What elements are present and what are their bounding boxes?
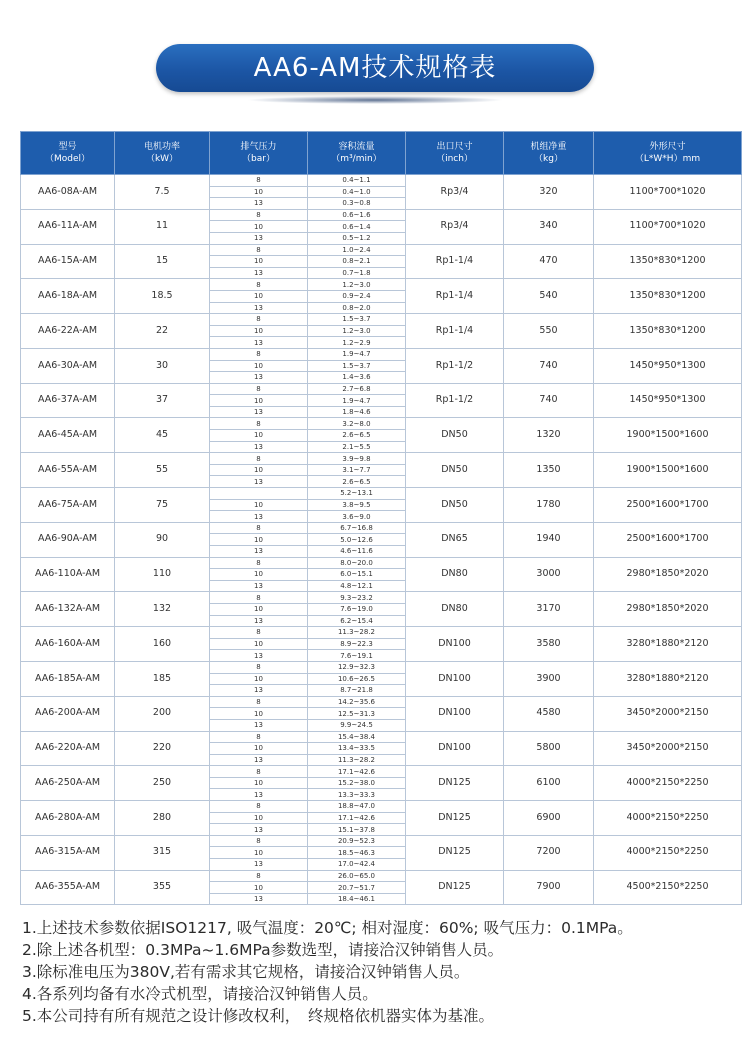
pressure-cell: 8: [210, 418, 308, 430]
flow-cell: 0.7~1.8: [308, 267, 406, 279]
model-cell: AA6-220A-AM: [21, 731, 115, 766]
pressure-cell: 13: [210, 441, 308, 453]
weight-cell: 7200: [504, 835, 594, 870]
outlet-cell: DN100: [406, 731, 504, 766]
outlet-cell: DN100: [406, 696, 504, 731]
page-title: AA6-AM技术规格表: [156, 44, 594, 92]
table-row: [21, 453, 742, 465]
weight-cell: 740: [504, 383, 594, 418]
model-cell: AA6-110A-AM: [21, 557, 115, 592]
title-shadow: [246, 96, 504, 104]
flow-cell: 0.4~1.1: [308, 175, 406, 187]
model-cell: AA6-90A-AM: [21, 522, 115, 557]
table-row: [21, 314, 742, 326]
flow-cell: 2.6~6.5: [308, 476, 406, 488]
flow-cell: 8.7~21.8: [308, 685, 406, 697]
dimensions-cell: 2980*1850*2020: [594, 557, 742, 592]
flow-cell: 1.0~2.4: [308, 244, 406, 256]
table-row: [21, 835, 742, 847]
flow-cell: 15.2~38.0: [308, 777, 406, 789]
pressure-cell: 10: [210, 186, 308, 198]
power-cell: 200: [115, 696, 210, 731]
outlet-cell: Rp1-1/2: [406, 348, 504, 383]
power-cell: 75: [115, 488, 210, 523]
model-cell: AA6-315A-AM: [21, 835, 115, 870]
pressure-cell: 10: [210, 534, 308, 546]
table-row: [21, 870, 742, 882]
column-header-label: 排气压力: [240, 142, 277, 152]
pressure-cell: 8: [210, 592, 308, 604]
flow-cell: 1.4~3.6: [308, 372, 406, 384]
power-cell: 22: [115, 314, 210, 349]
pressure-cell: 8: [210, 175, 308, 187]
flow-cell: 1.2~3.0: [308, 279, 406, 291]
flow-cell: 0.3~0.8: [308, 198, 406, 210]
flow-cell: 18.8~47.0: [308, 801, 406, 813]
pressure-cell: 8: [210, 557, 308, 569]
column-header: [504, 132, 594, 175]
flow-cell: 1.2~2.9: [308, 337, 406, 349]
weight-cell: 3580: [504, 627, 594, 662]
pressure-cell: 10: [210, 360, 308, 372]
table-row: [21, 661, 742, 673]
weight-cell: 6100: [504, 766, 594, 801]
weight-cell: 7900: [504, 870, 594, 905]
pressure-cell: 10: [210, 221, 308, 233]
dimensions-cell: 4000*2150*2250: [594, 766, 742, 801]
model-cell: AA6-08A-AM: [21, 175, 115, 210]
flow-cell: 0.5~1.2: [308, 232, 406, 244]
flow-cell: 2.1~5.5: [308, 441, 406, 453]
flow-cell: 1.9~4.7: [308, 395, 406, 407]
flow-cell: 9.3~23.2: [308, 592, 406, 604]
flow-cell: 1.2~3.0: [308, 325, 406, 337]
flow-cell: 3.1~7.7: [308, 464, 406, 476]
pressure-cell: 8: [210, 522, 308, 534]
power-cell: 280: [115, 801, 210, 836]
flow-cell: 14.2~35.6: [308, 696, 406, 708]
pressure-cell: 10: [210, 464, 308, 476]
pressure-cell: 8: [210, 314, 308, 326]
flow-cell: 0.8~2.1: [308, 256, 406, 268]
flow-cell: 6.2~15.4: [308, 615, 406, 627]
pressure-cell: 13: [210, 476, 308, 488]
flow-cell: 0.4~1.0: [308, 186, 406, 198]
dimensions-cell: 2980*1850*2020: [594, 592, 742, 627]
dimensions-cell: 1900*1500*1600: [594, 418, 742, 453]
pressure-cell: 13: [210, 754, 308, 766]
column-header-label: 出口尺寸: [436, 142, 473, 152]
pressure-cell: 13: [210, 824, 308, 836]
power-cell: 90: [115, 522, 210, 557]
table-row: [21, 627, 742, 639]
flow-cell: 9.9~24.5: [308, 719, 406, 731]
table-row: [21, 244, 742, 256]
table-row: [21, 731, 742, 743]
pressure-cell: 10: [210, 569, 308, 581]
power-cell: 18.5: [115, 279, 210, 314]
pressure-cell: 13: [210, 511, 308, 523]
table-row: [21, 522, 742, 534]
flow-cell: 8.9~22.3: [308, 638, 406, 650]
outlet-cell: DN50: [406, 453, 504, 488]
title-banner: [156, 44, 594, 96]
pressure-cell: 8: [210, 870, 308, 882]
flow-cell: 12.5~31.3: [308, 708, 406, 720]
pressure-cell: 13: [210, 859, 308, 871]
pressure-cell: 13: [210, 789, 308, 801]
table-row: [21, 279, 742, 291]
power-cell: 315: [115, 835, 210, 870]
outlet-cell: DN80: [406, 557, 504, 592]
pressure-cell: 13: [210, 580, 308, 592]
weight-cell: 4580: [504, 696, 594, 731]
model-cell: AA6-55A-AM: [21, 453, 115, 488]
weight-cell: 6900: [504, 801, 594, 836]
dimensions-cell: 1450*950*1300: [594, 348, 742, 383]
pressure-cell: 13: [210, 685, 308, 697]
power-cell: 355: [115, 870, 210, 905]
pressure-cell: 8: [210, 348, 308, 360]
dimensions-cell: 1350*830*1200: [594, 279, 742, 314]
power-cell: 30: [115, 348, 210, 383]
pressure-cell: 13: [210, 232, 308, 244]
pressure-cell: 10: [210, 290, 308, 302]
model-cell: AA6-18A-AM: [21, 279, 115, 314]
weight-cell: 740: [504, 348, 594, 383]
column-header: [594, 132, 742, 175]
flow-cell: 2.6~6.5: [308, 430, 406, 442]
table-header-row: [21, 132, 742, 175]
weight-cell: 1940: [504, 522, 594, 557]
outlet-cell: DN125: [406, 801, 504, 836]
dimensions-cell: 2500*1600*1700: [594, 522, 742, 557]
flow-cell: 1.8~4.6: [308, 406, 406, 418]
weight-cell: 540: [504, 279, 594, 314]
power-cell: 15: [115, 244, 210, 279]
note-line: 1.上述技术参数依据ISO1217, 吸气温度：20℃; 相对湿度：60%; 吸气压力：0.1MPa。: [22, 919, 633, 937]
table-row: [21, 696, 742, 708]
outlet-cell: DN50: [406, 488, 504, 523]
column-header-label: 型号: [58, 142, 77, 152]
column-header-label: 电机功率: [143, 142, 180, 152]
flow-cell: 20.7~51.7: [308, 882, 406, 894]
model-cell: AA6-11A-AM: [21, 209, 115, 244]
flow-cell: 0.6~1.6: [308, 209, 406, 221]
flow-cell: 11.3~28.2: [308, 627, 406, 639]
dimensions-cell: 3280*1880*2120: [594, 661, 742, 696]
power-cell: 55: [115, 453, 210, 488]
weight-cell: 1780: [504, 488, 594, 523]
model-cell: AA6-185A-AM: [21, 661, 115, 696]
flow-cell: 26.0~65.0: [308, 870, 406, 882]
column-header: [21, 132, 115, 175]
note-line: 3.除标准电压为380V,若有需求其它规格，请接洽汉钟销售人员。: [22, 963, 470, 981]
flow-cell: 10.6~26.5: [308, 673, 406, 685]
pressure-cell: 13: [210, 302, 308, 314]
model-cell: AA6-75A-AM: [21, 488, 115, 523]
table-row: [21, 383, 742, 395]
flow-cell: 5.2~13.1: [308, 488, 406, 500]
weight-cell: 3170: [504, 592, 594, 627]
table-row: [21, 801, 742, 813]
weight-cell: 550: [504, 314, 594, 349]
flow-cell: 15.4~38.4: [308, 731, 406, 743]
outlet-cell: Rp1-1/4: [406, 314, 504, 349]
flow-cell: 17.1~42.6: [308, 766, 406, 778]
outlet-cell: Rp1-1/4: [406, 279, 504, 314]
outlet-cell: DN65: [406, 522, 504, 557]
weight-cell: 1350: [504, 453, 594, 488]
pressure-cell: 8: [210, 801, 308, 813]
model-cell: AA6-37A-AM: [21, 383, 115, 418]
column-header: [406, 132, 504, 175]
pressure-cell: 8: [210, 661, 308, 673]
model-cell: AA6-22A-AM: [21, 314, 115, 349]
outlet-cell: DN80: [406, 592, 504, 627]
flow-cell: 7.6~19.0: [308, 603, 406, 615]
outlet-cell: Rp3/4: [406, 209, 504, 244]
flow-cell: 17.0~42.4: [308, 859, 406, 871]
pressure-cell: 13: [210, 546, 308, 558]
dimensions-cell: 3450*2000*2150: [594, 731, 742, 766]
outlet-cell: DN125: [406, 870, 504, 905]
pressure-cell: 10: [210, 812, 308, 824]
column-header-label: 容积流量: [338, 142, 375, 152]
pressure-cell: 10: [210, 603, 308, 615]
pressure-cell: 10: [210, 395, 308, 407]
table-row: [21, 209, 742, 221]
pressure-cell: 8: [210, 835, 308, 847]
weight-cell: 5800: [504, 731, 594, 766]
model-cell: AA6-30A-AM: [21, 348, 115, 383]
pressure-cell: 13: [210, 650, 308, 662]
flow-cell: 1.5~3.7: [308, 360, 406, 372]
pressure-cell: 13: [210, 893, 308, 905]
flow-cell: 4.8~12.1: [308, 580, 406, 592]
dimensions-cell: 4500*2150*2250: [594, 870, 742, 905]
pressure-cell: 10: [210, 847, 308, 859]
pressure-cell: 13: [210, 267, 308, 279]
table-row: [21, 766, 742, 778]
dimensions-cell: 1100*700*1020: [594, 209, 742, 244]
dimensions-cell: 3280*1880*2120: [594, 627, 742, 662]
pressure-cell: 10: [210, 638, 308, 650]
flow-cell: 0.6~1.4: [308, 221, 406, 233]
pressure-cell: 13: [210, 719, 308, 731]
column-header: [115, 132, 210, 175]
flow-cell: 17.1~42.6: [308, 812, 406, 824]
outlet-cell: DN100: [406, 661, 504, 696]
weight-cell: 340: [504, 209, 594, 244]
dimensions-cell: 2500*1600*1700: [594, 488, 742, 523]
power-cell: 250: [115, 766, 210, 801]
power-cell: 37: [115, 383, 210, 418]
power-cell: 132: [115, 592, 210, 627]
pressure-cell: [210, 488, 308, 500]
flow-cell: 11.3~28.2: [308, 754, 406, 766]
dimensions-cell: 1900*1500*1600: [594, 453, 742, 488]
pressure-cell: 8: [210, 731, 308, 743]
pressure-cell: 8: [210, 279, 308, 291]
outlet-cell: Rp1-1/2: [406, 383, 504, 418]
table-row: [21, 175, 742, 187]
pressure-cell: 10: [210, 882, 308, 894]
column-header: [308, 132, 406, 175]
weight-cell: 3900: [504, 661, 594, 696]
table-row: [21, 418, 742, 430]
outlet-cell: DN125: [406, 766, 504, 801]
pressure-cell: 10: [210, 256, 308, 268]
column-header-unit: （Model）: [44, 154, 91, 164]
power-cell: 185: [115, 661, 210, 696]
flow-cell: 3.8~9.5: [308, 499, 406, 511]
table-row: [21, 592, 742, 604]
model-cell: AA6-250A-AM: [21, 766, 115, 801]
note-line: 4.各系列均备有水冷式机型，请接洽汉钟销售人员。: [22, 985, 378, 1003]
pressure-cell: 13: [210, 372, 308, 384]
model-cell: AA6-15A-AM: [21, 244, 115, 279]
outlet-cell: Rp1-1/4: [406, 244, 504, 279]
flow-cell: 3.2~8.0: [308, 418, 406, 430]
flow-cell: 12.9~32.3: [308, 661, 406, 673]
spec-table: [20, 131, 742, 905]
model-cell: AA6-160A-AM: [21, 627, 115, 662]
pressure-cell: 13: [210, 615, 308, 627]
flow-cell: 6.7~16.8: [308, 522, 406, 534]
flow-cell: 2.7~6.8: [308, 383, 406, 395]
flow-cell: 18.5~46.3: [308, 847, 406, 859]
dimensions-cell: 3450*2000*2150: [594, 696, 742, 731]
pressure-cell: 13: [210, 198, 308, 210]
power-cell: 110: [115, 557, 210, 592]
dimensions-cell: 1350*830*1200: [594, 314, 742, 349]
table-row: [21, 488, 742, 500]
flow-cell: 6.0~15.1: [308, 569, 406, 581]
pressure-cell: 13: [210, 337, 308, 349]
flow-cell: 3.9~9.8: [308, 453, 406, 465]
flow-cell: 18.4~46.1: [308, 893, 406, 905]
model-cell: AA6-280A-AM: [21, 801, 115, 836]
model-cell: AA6-200A-AM: [21, 696, 115, 731]
flow-cell: 7.6~19.1: [308, 650, 406, 662]
dimensions-cell: 1450*950*1300: [594, 383, 742, 418]
column-header-label: 外形尺寸: [649, 142, 686, 152]
note-line: 2.除上述各机型：0.3MPa~1.6MPa参数选型，请接洽汉钟销售人员。: [22, 941, 504, 959]
pressure-cell: 8: [210, 244, 308, 256]
model-cell: AA6-132A-AM: [21, 592, 115, 627]
pressure-cell: 10: [210, 499, 308, 511]
pressure-cell: 10: [210, 673, 308, 685]
pressure-cell: 8: [210, 696, 308, 708]
pressure-cell: 8: [210, 209, 308, 221]
flow-cell: 8.0~20.0: [308, 557, 406, 569]
weight-cell: 1320: [504, 418, 594, 453]
dimensions-cell: 4000*2150*2250: [594, 835, 742, 870]
column-header-unit: （kW）: [145, 154, 179, 164]
flow-cell: 1.5~3.7: [308, 314, 406, 326]
flow-cell: 5.0~12.6: [308, 534, 406, 546]
table-body: [21, 175, 742, 905]
weight-cell: 320: [504, 175, 594, 210]
flow-cell: 4.6~11.6: [308, 546, 406, 558]
pressure-cell: 10: [210, 777, 308, 789]
flow-cell: 0.9~2.4: [308, 290, 406, 302]
flow-cell: 3.6~9.0: [308, 511, 406, 523]
pressure-cell: 10: [210, 708, 308, 720]
flow-cell: 0.8~2.0: [308, 302, 406, 314]
flow-cell: 1.9~4.7: [308, 348, 406, 360]
flow-cell: 13.3~33.3: [308, 789, 406, 801]
outlet-cell: DN50: [406, 418, 504, 453]
pressure-cell: 10: [210, 325, 308, 337]
power-cell: 11: [115, 209, 210, 244]
pressure-cell: 8: [210, 453, 308, 465]
notes: [22, 917, 742, 1027]
weight-cell: 470: [504, 244, 594, 279]
model-cell: AA6-45A-AM: [21, 418, 115, 453]
dimensions-cell: 1350*830*1200: [594, 244, 742, 279]
dimensions-cell: 1100*700*1020: [594, 175, 742, 210]
dimensions-cell: 4000*2150*2250: [594, 801, 742, 836]
pressure-cell: 8: [210, 627, 308, 639]
column-header-unit: （L*W*H）mm: [634, 154, 701, 164]
pressure-cell: 10: [210, 743, 308, 755]
flow-cell: 13.4~33.5: [308, 743, 406, 755]
column-header-unit: （m³/min）: [331, 154, 382, 164]
power-cell: 160: [115, 627, 210, 662]
power-cell: 220: [115, 731, 210, 766]
note-line: 5.本公司持有所有规范之设计修改权利， 终规格依机器实体为基准。: [22, 1007, 495, 1025]
power-cell: 7.5: [115, 175, 210, 210]
column-header-label: 机组净重: [530, 142, 567, 152]
flow-cell: 20.9~52.3: [308, 835, 406, 847]
column-header-unit: （bar）: [242, 154, 275, 164]
outlet-cell: DN125: [406, 835, 504, 870]
table-row: [21, 348, 742, 360]
model-cell: AA6-355A-AM: [21, 870, 115, 905]
outlet-cell: Rp3/4: [406, 175, 504, 210]
table-row: [21, 557, 742, 569]
pressure-cell: 8: [210, 766, 308, 778]
column-header-unit: （inch）: [436, 154, 473, 164]
pressure-cell: 10: [210, 430, 308, 442]
pressure-cell: 8: [210, 383, 308, 395]
column-header-unit: （kg）: [534, 154, 563, 164]
weight-cell: 3000: [504, 557, 594, 592]
flow-cell: 15.1~37.8: [308, 824, 406, 836]
power-cell: 45: [115, 418, 210, 453]
pressure-cell: 13: [210, 406, 308, 418]
column-header: [210, 132, 308, 175]
outlet-cell: DN100: [406, 627, 504, 662]
